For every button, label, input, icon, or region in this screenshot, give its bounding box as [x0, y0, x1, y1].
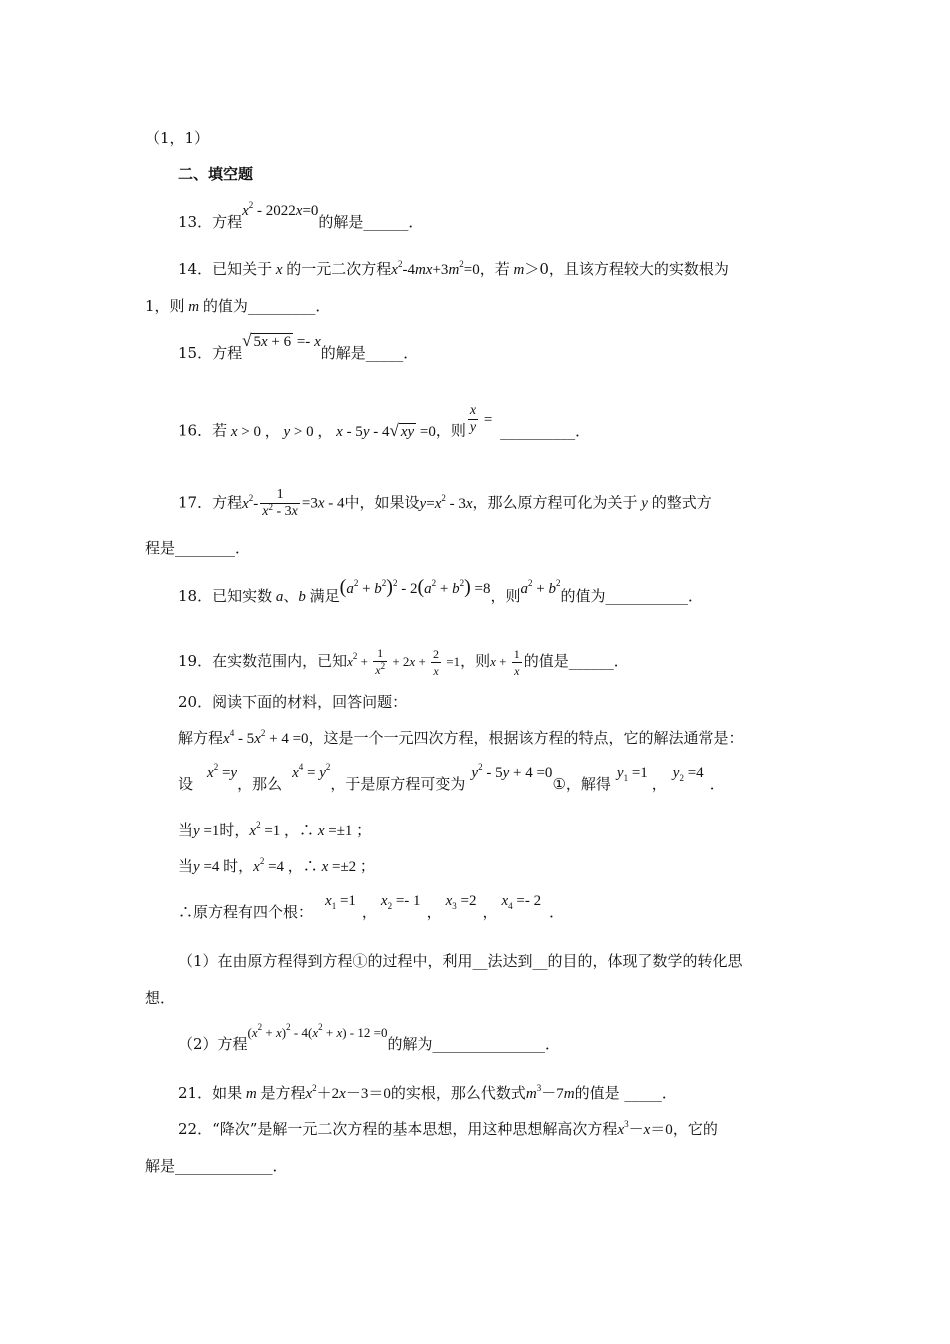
question-20-case2: 当y =4 时，$x^2 =4$ ，∴ x =±2 ； — [178, 856, 375, 875]
question-13: 13．方程$x^2 - 2022x=0$的解是______． — [178, 200, 424, 231]
q18-equation: $(a^2 + b^2)^2 - 2(a^2 + b^2) =8$ — [339, 576, 491, 598]
question-17: 17．方程$x^2-$ $\frac{1}{x^2 - 3x}$ =3x - 4中，如果设$y=x^2 - 3x$，那么原方程可化为关于 y 的整式方 — [178, 487, 712, 519]
question-20-case1: 当y =1时，$x^2 =1$ ，∴ x =±1 ； — [178, 820, 372, 839]
section-title: 二、填空题 — [178, 165, 254, 183]
q13-equation: $x^2 - 2022x=0$ — [242, 200, 319, 219]
question-20-part1-line2: 想． — [145, 989, 176, 1007]
q15-equation: √ 5x + 6 =- x — [242, 331, 321, 350]
q20-part2-equation: $(x^2 + x)^2 - 4(x^2 + x) - 12 =0$ — [247, 1022, 388, 1040]
q17-fraction: $\frac{1}{x^2 - 3x}$ — [262, 487, 298, 519]
question-20-part2: （2）方程$(x^2 + x)^2 - 4(x^2 + x) - 12 =0$的解为_______________． — [178, 1022, 560, 1053]
leftover-answer: （1，1） — [145, 129, 210, 147]
question-20-intro: 20．阅读下面的材料，回答问题： — [178, 693, 408, 711]
question-16: 16．若 x > 0 ， y > 0 ， x - 5y - 4√ xy =0，则 $\frac{x}{y}$ = __________． — [178, 403, 591, 440]
question-22-line2: 解是_____________． — [145, 1157, 288, 1175]
question-17-line2: 程是________． — [145, 539, 251, 557]
question-20-part1: （1）在由原方程得到方程①的过程中，利用__法达到__的目的，体现了数学的转化思 — [178, 952, 743, 970]
question-19: 19．在实数范围内，已知$x^2$ + $\frac{1}{x^2}$ + 2x + $\frac{2}{x}$ =1，则x + $\frac{1}{x}$ 的值是______． — [178, 646, 629, 678]
question-20-roots: ∴原方程有四个根：$x_1 =1$，$x_2 =- 1$，$x_3 =2$，$x_4 =- 2$． — [178, 893, 565, 921]
question-21: 21．如果 m 是方程$x^2+2x-3=0$的实根，那么代数式$m^3-7m$的值是 _____． — [178, 1083, 677, 1102]
question-22: 22．“降次”是解一元二次方程的基本思想，用这种思想解高次方程$x^3-x=0$，它的 — [178, 1119, 718, 1138]
question-20-solve: 解方程$x^4 - 5x^2 + 4 =0$，这是一个一元四次方程，根据该方程的特点，它的解法通常是： — [178, 728, 744, 747]
question-15: 15．方程√ 5x + 6 =- x的解是_____． — [178, 331, 419, 362]
question-14-line2: 1，则 m 的值为_________． — [145, 297, 331, 315]
question-20-substitution: 设$x^2 =y$，那么$x^4 = y^2$，于是原方程可变为$y^2 - 5y + 4$ =0①，解得$y_1 =1$，$y_2 =4$． — [178, 762, 725, 793]
question-14: 14．已知关于 x 的一元二次方程$x^2-4mx+3m^2=0$，若 m＞0，且该方程较大的实数根为 — [178, 259, 729, 278]
q16-fraction: $\frac{x}{y}$ — [469, 403, 477, 435]
question-18: 18．已知实数 a、b 满足$(a^2 + b^2)^2 - 2(a^2 + b^2) =8$，则$a^2 + b^2$的值为___________． — [178, 576, 703, 605]
